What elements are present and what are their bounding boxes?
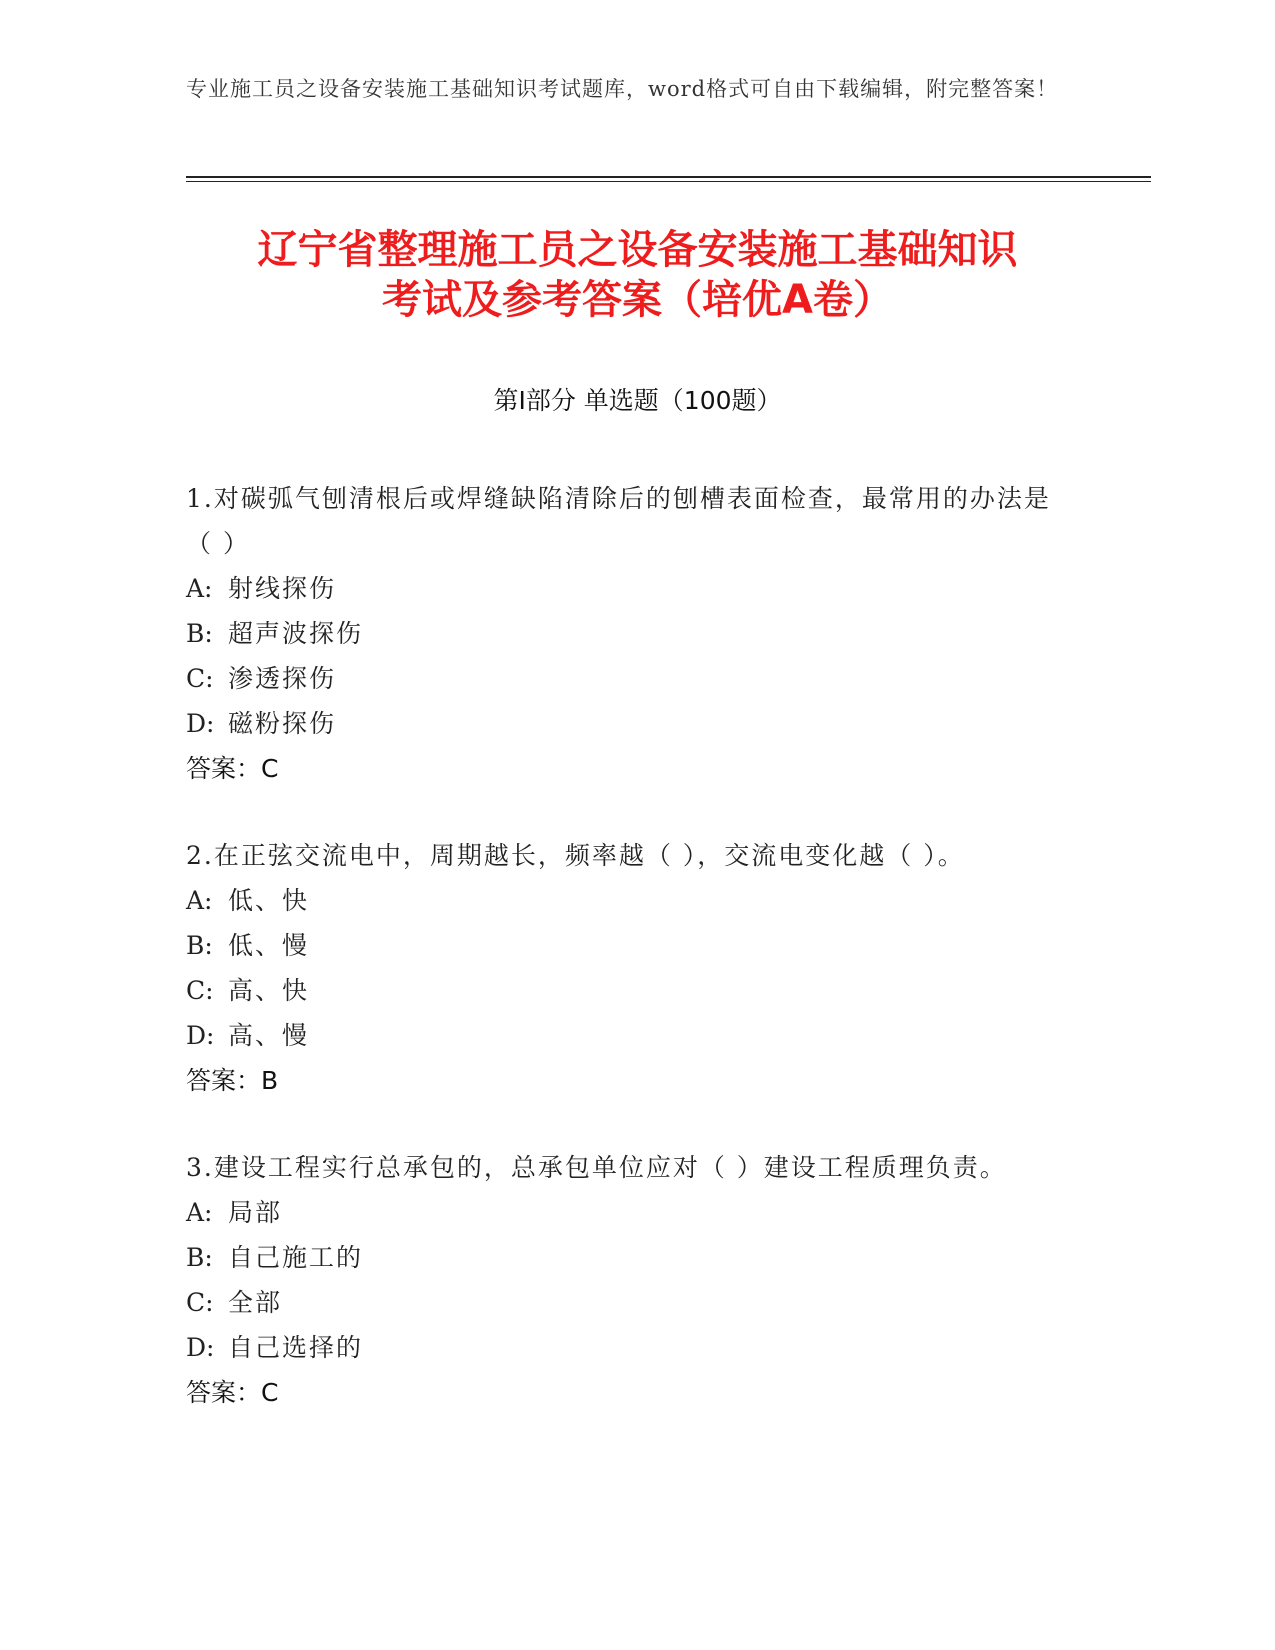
section-heading: 第Ⅰ部分 单选题（100题） [493, 386, 782, 415]
question-2 [186, 833, 1066, 1103]
document-title [180, 225, 1095, 325]
option-letter: A: [186, 574, 213, 603]
option-letter: A: [186, 886, 213, 915]
option-text: 全部 [228, 1288, 283, 1317]
option-text: 低、慢 [228, 931, 310, 960]
option-b [186, 923, 1066, 968]
option-c [186, 656, 1066, 701]
option-letter: C: [186, 664, 214, 693]
option-text: 局部 [228, 1198, 283, 1227]
option-letter: D: [186, 1333, 215, 1362]
option-text: 高、慢 [228, 1021, 310, 1050]
option-text: 高、快 [228, 976, 310, 1005]
option-d [186, 1325, 1066, 1370]
header-note: 专业施工员之设备安装施工基础知识考试题库，word格式可自由下载编辑，附完整答案！ [186, 77, 1059, 101]
option-letter: B: [186, 1243, 213, 1272]
question-stem: 1.对碳弧气刨清根后或焊缝缺陷清除后的刨槽表面检查，最常用的办法是（ ） [186, 484, 1051, 558]
option-text: 低、快 [228, 886, 310, 915]
option-letter: C: [186, 976, 214, 1005]
option-letter: B: [186, 931, 213, 960]
option-text: 射线探伤 [228, 574, 337, 603]
question-3 [186, 1145, 1066, 1415]
option-text: 渗透探伤 [228, 664, 337, 693]
option-letter: B: [186, 619, 213, 648]
question-stem: 2.在正弦交流电中，周期越长，频率越（ ），交流电变化越（ ）。 [186, 841, 965, 870]
header-divider-thick [186, 176, 1151, 178]
option-a [186, 878, 1066, 923]
option-a [186, 566, 1066, 611]
question-list [186, 476, 1066, 1457]
option-d [186, 1013, 1066, 1058]
option-b [186, 611, 1066, 656]
answer-line: 答案：C [186, 1378, 279, 1407]
option-letter: C: [186, 1288, 214, 1317]
option-letter: D: [186, 1021, 215, 1050]
option-c [186, 1280, 1066, 1325]
option-letter: D: [186, 709, 215, 738]
option-letter: A: [186, 1198, 213, 1227]
option-a [186, 1190, 1066, 1235]
option-text: 磁粉探伤 [228, 709, 337, 738]
document-title-line-2: 考试及参考答案（培优A卷） [382, 277, 893, 323]
option-text: 自己施工的 [228, 1243, 364, 1272]
question-stem: 3.建设工程实行总承包的，总承包单位应对（ ）建设工程质理负责。 [186, 1153, 1007, 1182]
document-title-line-1: 辽宁省整理施工员之设备安装施工基础知识 [257, 227, 1018, 273]
answer-line: 答案：B [186, 1066, 279, 1095]
answer-line: 答案：C [186, 754, 279, 783]
option-b [186, 1235, 1066, 1280]
header-divider-thin [186, 181, 1151, 182]
option-c [186, 968, 1066, 1013]
option-d [186, 701, 1066, 746]
question-1 [186, 476, 1066, 791]
option-text: 自己选择的 [228, 1333, 364, 1362]
option-text: 超声波探伤 [228, 619, 364, 648]
